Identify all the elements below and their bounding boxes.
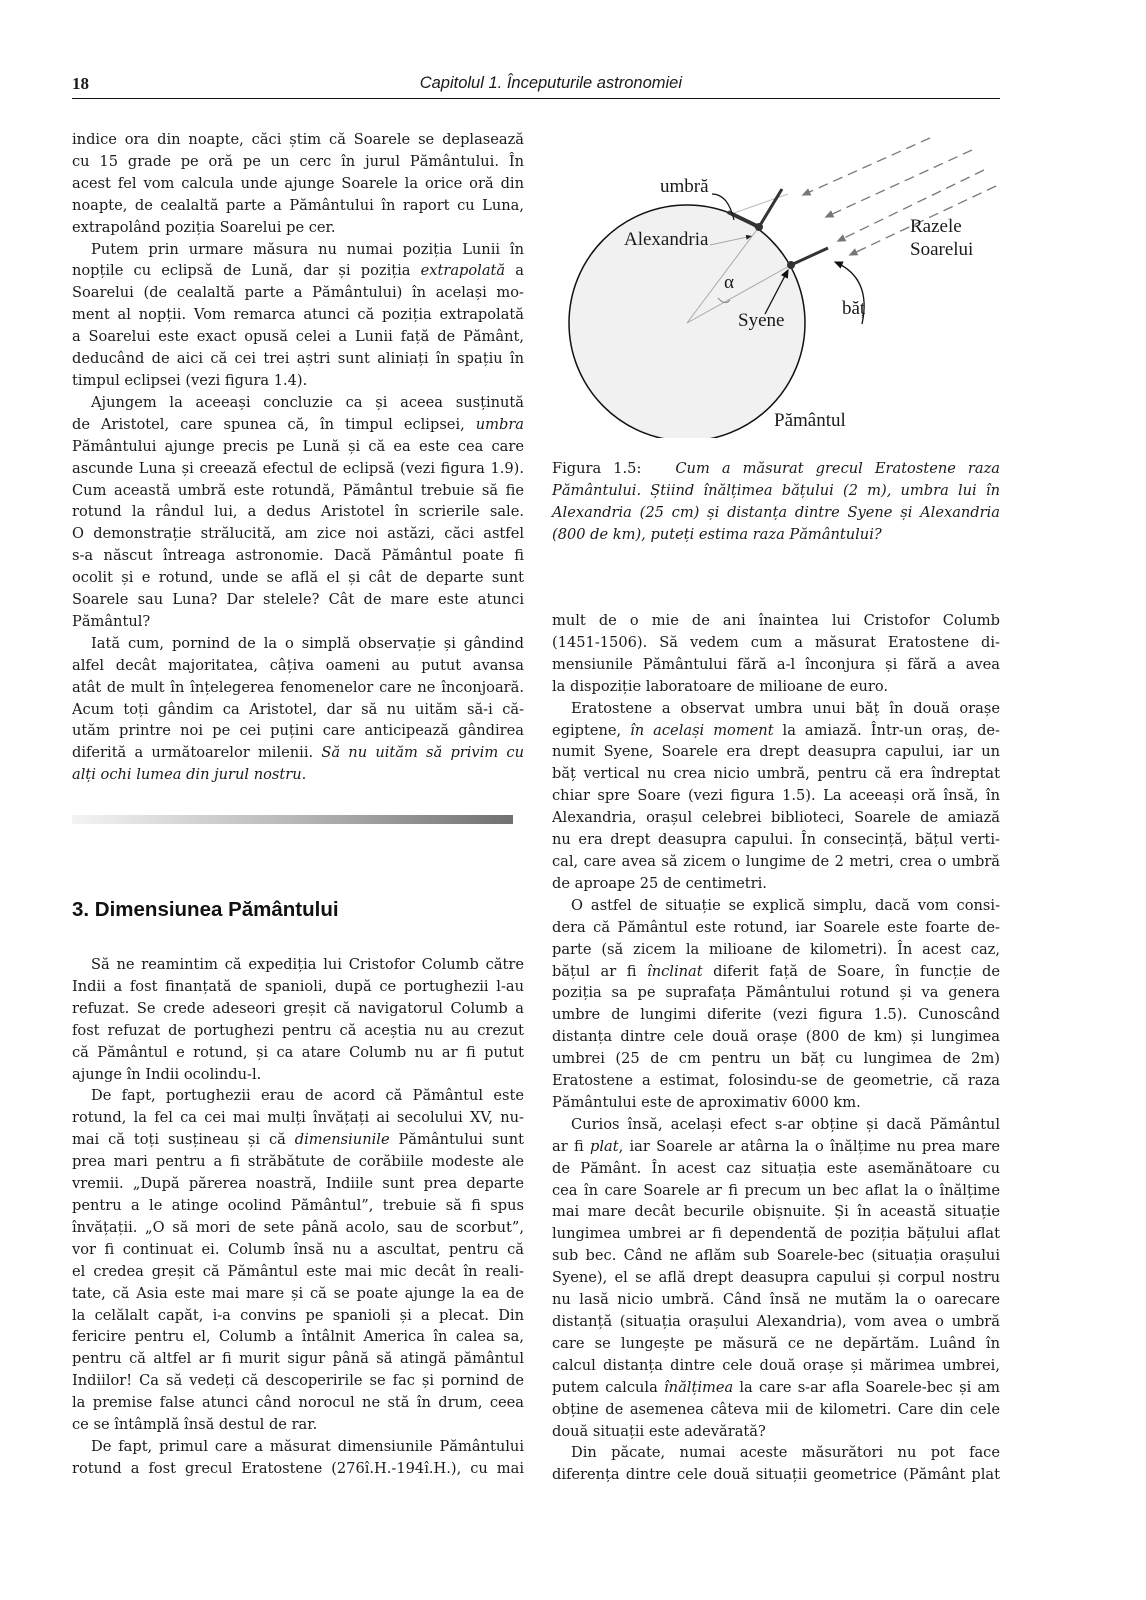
sun-rays (805, 138, 996, 254)
rays-label-line2: Soarelui (910, 239, 974, 260)
paragraph: mult de o mie de ani înaintea lui Cristofor Columb (1451-1506). Să vedem cum a măsurat Eratostene di- mensiunile Pământului fără a-l înconjura și fără a avea la dispoziție laboratoare de milioane de euro. (552, 612, 1000, 695)
paragraph: Ajungem la aceeași concluzie ca și aceea susținută de Aristotel, care spunea că, în timpul eclipsei, umbra Pământului ajunge precis pe Lună și că ea este cea care ascunde Luna și creează efectul de eclipsă (vezi figura 1.9). Cum această umbră este rotundă, Pământul trebuie să fie rotund la rândul lui, a dedus Aristotel în scrierile sale. O demonstrație strălucită, am zice noi astăzi, căci astfel s-a născut întreaga astronomie. Dacă Pământul poate fi ocolit și e rotund, unde se află el și cât de departe sunt Soarele sau Luna? Dar stelele? Cât de mare este atunci Pământul? (72, 393, 524, 630)
figure-caption: Figura 1.5: Cum a măsurat grecul Eratostene raza Pământului. Știind înălțimea bățului (2 m), umbra lui în Alexandria (25 cm) și distanța dintre Syene și Alexandria (800 de km), puteți estima raza Pământului? (552, 460, 1000, 543)
alexandria-point (755, 223, 763, 231)
running-title: Capitolul 1. Începuturile astronomiei (419, 74, 682, 92)
paragraph: indice ora din noapte, căci știm că Soarele se deplasează cu 15 grade pe oră pe un cerc în jurul Pământului. În acest fel vom calcula unde ajunge Soarele la orice oră din noapte, de cealaltă parte a Pământului în raport cu Luna, extrapolând poziția Soarelui pe cer. (72, 131, 524, 236)
right-column (552, 610, 1000, 1486)
section-heading: 3. Dimensiunea Pământului (72, 898, 339, 921)
page-header (72, 74, 1000, 99)
left-column-bottom (72, 954, 524, 1480)
sun-ray (828, 150, 972, 216)
sun-ray (805, 138, 930, 194)
syene-point (787, 261, 795, 269)
eratosthenes-figure (560, 128, 1000, 438)
paragraph: Iată cum, pornind de la o simplă observație și gândind alfel decât majoritatea, câțiva oameni au putut avansa atât de mult în înțelegerea fenomenelor care ne înconjoară. Acum toți gândim ca Aristotel, dar să nu uităm să-i că- utăm printre noi pe cei puțini care anticipează gândirea diferită a următoarelor milenii. Să nu uităm să privim cu alți ochi lumea din jurul nostru. (72, 634, 524, 784)
syene-label: Syene (738, 310, 785, 331)
rays-label-line1: Razele (910, 216, 962, 237)
figure-number: Figura 1.5: (552, 460, 642, 477)
earth-label: Pământul (774, 410, 846, 431)
paragraph: Eratostene a observat umbra unui băț în două orașe egiptene, în același moment la amiază. Într-un oraș, de- numit Syene, Soarele era drept deasupra capului, iar un băț vertical nu crea nicio umbră, pentru că era îndreptat chiar spre Soare (vezi figura 1.5). La aceeași oră însă, în Alexandria, orașul celebrei biblioteci, Soarele de amiază nu era drept deasupra capului. În consecință, bățul verti- cal, care avea să zicem o lungime de 2 metri, crea o umbră de aproape 25 de centimetri. (552, 699, 1000, 892)
stick-label: băț (842, 298, 866, 319)
page-number: 18 (72, 74, 89, 93)
shadow-label: umbră (660, 176, 709, 197)
paragraph: Putem prin urmare măsura nu numai poziția Lunii în nopțile cu eclipsă de Lună, dar și poziția extrapolată a Soarelui (de cealaltă parte a Pământului) în același mo- ment al nopții. Vom remarca atunci că poziția extrapolată a Soarelui este exact opusă celei a Lunii față de Pământ, deducând de aici că cei trei aștri sunt aliniați în spațiu în timpul eclipsei (vezi figura 1.4). (72, 240, 524, 389)
paragraph: De fapt, portughezii erau de acord că Pământul este rotund, la fel ca cei mai mulți învățați ai secolului XV, nu- mai că toți susțineau și că dimensiunile Pământului sunt prea mari pentru a fi străbătute de corăbiile modeste ale vremii. „După părerea noastră, Indiile sunt prea departe pentru a le atinge ocolind Pământul”, trebuie să fi spus învățații. „O să mori de sete până acolo, sau de scorbut”, vor fi continuat ei. Columb însă nu a ascultat, pentru că el credea greșit că Pământul este mai mic decât în reali- tate, că Asia este mai mare și că se poate ajunge la ea de la celălalt capăt, i-a convins pe spanioli și a plecat. Din fericire pentru el, Columb a întâlnit America în calea sa, pentru că altfel ar fi murit sigur până să atingă pământul Indiilor! Ca să vedeți că descoperirile se fac și pornind de la premise false atunci când norocul ne stă în drum, ceea ce se întâmplă însă destul de rar. (72, 1087, 524, 1434)
paragraph: Din păcate, numai aceste măsurători nu pot face diferența dintre cele două situații geometrice (Pământ plat (552, 1444, 1000, 1484)
alexandria-stick (759, 189, 782, 227)
paragraph: O astfel de situație se explică simplu, dacă vom consi- dera că Pământul este rotund, iar Soarele este foarte de- parte (să zicem la milioane de kilometri). În acest caz, bățul ar fi înclinat diferit față de Soare, în funcție de poziția sa pe suprafața Pământului rotund și va genera umbre de lungimi diferite (vezi figura 1.5). Cunoscând distanța dintre cele două orașe (800 de km) și lungimea umbrei (25 de cm pentru un băț cu lungimea de 2m) Eratostene a estimat, folosindu-se de geometrie, că raza Pământului este de aproximativ 6000 km. (552, 896, 1000, 1111)
alexandria-label: Alexandria (624, 229, 709, 250)
alexandria-ray-guide (734, 194, 788, 213)
left-column-top (72, 129, 524, 786)
earth-diagram (560, 128, 1000, 438)
syene-stick (791, 248, 828, 265)
section-divider (72, 815, 513, 824)
paragraph: De fapt, primul care a măsurat dimensiunile Pământului rotund a fost grecul Eratostene (276î.H.-194î.H.), cu mai (72, 1437, 524, 1477)
paragraph: Să ne reamintim că expediția lui Cristofor Columb către Indii a fost finanțată de spanioli, după ce portughezii l-au refuzat. Se crede adeseori greșit că navigatorul Columb a fost refuzat de portughezi pentru că aceștia nu au crezut că Pământul e rotund, și ca atare Columb nu ar fi putut ajunge în Indii ocolindu-l. (72, 956, 524, 1083)
alpha-label: α (724, 272, 734, 293)
paragraph: Curios însă, același efect s-ar obține și dacă Pământul ar fi plat, iar Soarele ar atârna la o înălțime nu prea mare de Pământ. În acest caz situația este asemănătoare cu cea în care Soarele ar fi precum un bec aflat la o înălțime mai mare decât becurile obișnuite. Și în această situație lungimea umbrei ar fi dependentă de poziția bățului aflat sub bec. Când ne aflăm sub Soarele-bec (situația orașului Syene), el se află drept deasupra capului și corpul nostru nu lasă nicio umbră. Când însă ne mutăm la o oarecare distanță (situația orașului Alexandria), vom avea o umbră care se lungește pe măsură ce ne depărtăm. Luând în calcul distanța dintre cele două orașe și mărimea umbrei, putem calcula înălțimea la care s-ar afla Soarele-bec și am obține de asemenea câteva mii de kilometri. Care din cele două situații este adevărată? (552, 1115, 1000, 1440)
